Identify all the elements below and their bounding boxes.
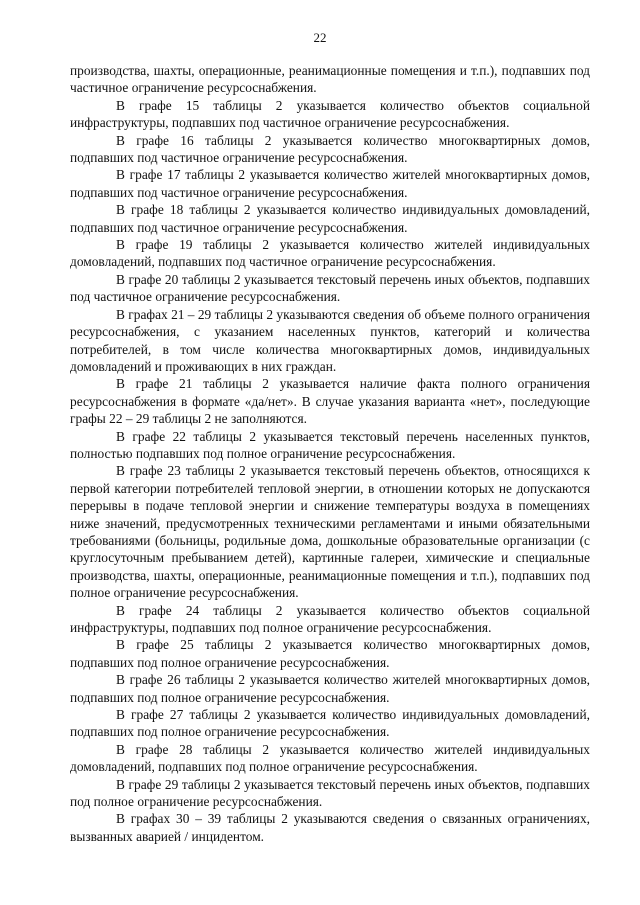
paragraph-column-28: В графе 28 таблицы 2 указывается количество жителей индивидуальных домовладений, подпавших под полное ограничение ресурсоснабжения.	[70, 741, 590, 775]
paragraph-column-23: В графе 23 таблицы 2 указывается текстовый перечень объектов, относящихся к первой категории потребителей тепловой энергии, в отношении которых не допускаются перерывы в подаче тепловой энергии и снижение температуры воздуха в помещениях ниже значений, предусмотренных техническими регламентами и иными обязательными требованиями (больницы, родильные дома, дошкольные образовательные организации (с круглосуточным пребыванием детей), картинные галереи, химические и специальные производства, шахты, операционные, реанимационные помещения и т.п.), подпавших под полное ограничение ресурсоснабжения.	[70, 463, 590, 601]
paragraph-columns-21-29: В графах 21 – 29 таблицы 2 указываются сведения об объеме полного ограничения ресурсоснабжения, с указанием населенных пунктов, категорий и количества потребителей, в том числе количества многоквартирных домов, индивидуальных домовладений и проживающих в них граждан.	[70, 306, 591, 374]
paragraph-column-21: В графе 21 таблицы 2 указывается наличие факта полного ограничения ресурсоснабжения в формате «да/нет». В случае указания варианта «нет», последующие графы 22 – 29 таблицы 2 не заполняются.	[70, 376, 590, 427]
paragraph-column-29: В графе 29 таблицы 2 указывается текстовый перечень иных объектов, подпавших под полное ограничение ресурсоснабжения.	[70, 776, 590, 810]
paragraph-column-25: В графе 25 таблицы 2 указывается количество многоквартирных домов, подпавших под полное ограничение ресурсоснабжения.	[70, 637, 590, 670]
paragraph-column-27: В графе 27 таблицы 2 указывается количество индивидуальных домовладений, подпавших под полное ограничение ресурсоснабжения.	[70, 707, 590, 740]
page-number: 22	[313, 30, 327, 45]
paragraph-column-24: В графе 24 таблицы 2 указывается количество объектов социальной инфраструктуры, подпавших под полное ограничение ресурсоснабжения.	[70, 602, 590, 635]
paragraph-column-16: В графе 16 таблицы 2 указывается количество многоквартирных домов, подпавших под частичное ограничение ресурсоснабжения.	[70, 132, 590, 166]
paragraph-column-18: В графе 18 таблицы 2 указывается количество индивидуальных домовладений, подпавших под частичное ограничение ресурсоснабжения.	[70, 202, 590, 235]
paragraph-column-26: В графе 26 таблицы 2 указывается количество жителей многоквартирных домов, подпавших под полное ограничение ресурсоснабжения.	[70, 672, 590, 705]
paragraph-column-19: В графе 19 таблицы 2 указывается количество жителей индивидуальных домовладений, подпавших под частичное ограничение ресурсоснабжения.	[70, 237, 590, 270]
body-text	[70, 62, 590, 845]
paragraph-continuation: производства, шахты, операционные, реанимационные помещения и т.п.), подпавших под частичное ограничение ресурсоснабжения.	[70, 63, 590, 96]
paragraph-column-15: В графе 15 таблицы 2 указывается количество объектов социальной инфраструктуры, подпавших под частичное ограничение ресурсоснабжения.	[70, 97, 590, 131]
paragraph-columns-30-39: В графах 30 – 39 таблицы 2 указываются сведения о связанных ограничениях, вызванных аварией / инцидентом.	[70, 811, 590, 844]
paragraph-column-20: В графе 20 таблицы 2 указывается текстовый перечень иных объектов, подпавших под частичное ограничение ресурсоснабжения.	[70, 271, 590, 305]
paragraph-column-22: В графе 22 таблицы 2 указывается текстовый перечень населенных пунктов, полностью подпавших под полное ограничение ресурсоснабжения.	[70, 428, 590, 461]
paragraph-column-17: В графе 17 таблицы 2 указывается количество жителей многоквартирных домов, подпавших под частичное ограничение ресурсоснабжения.	[70, 167, 590, 200]
